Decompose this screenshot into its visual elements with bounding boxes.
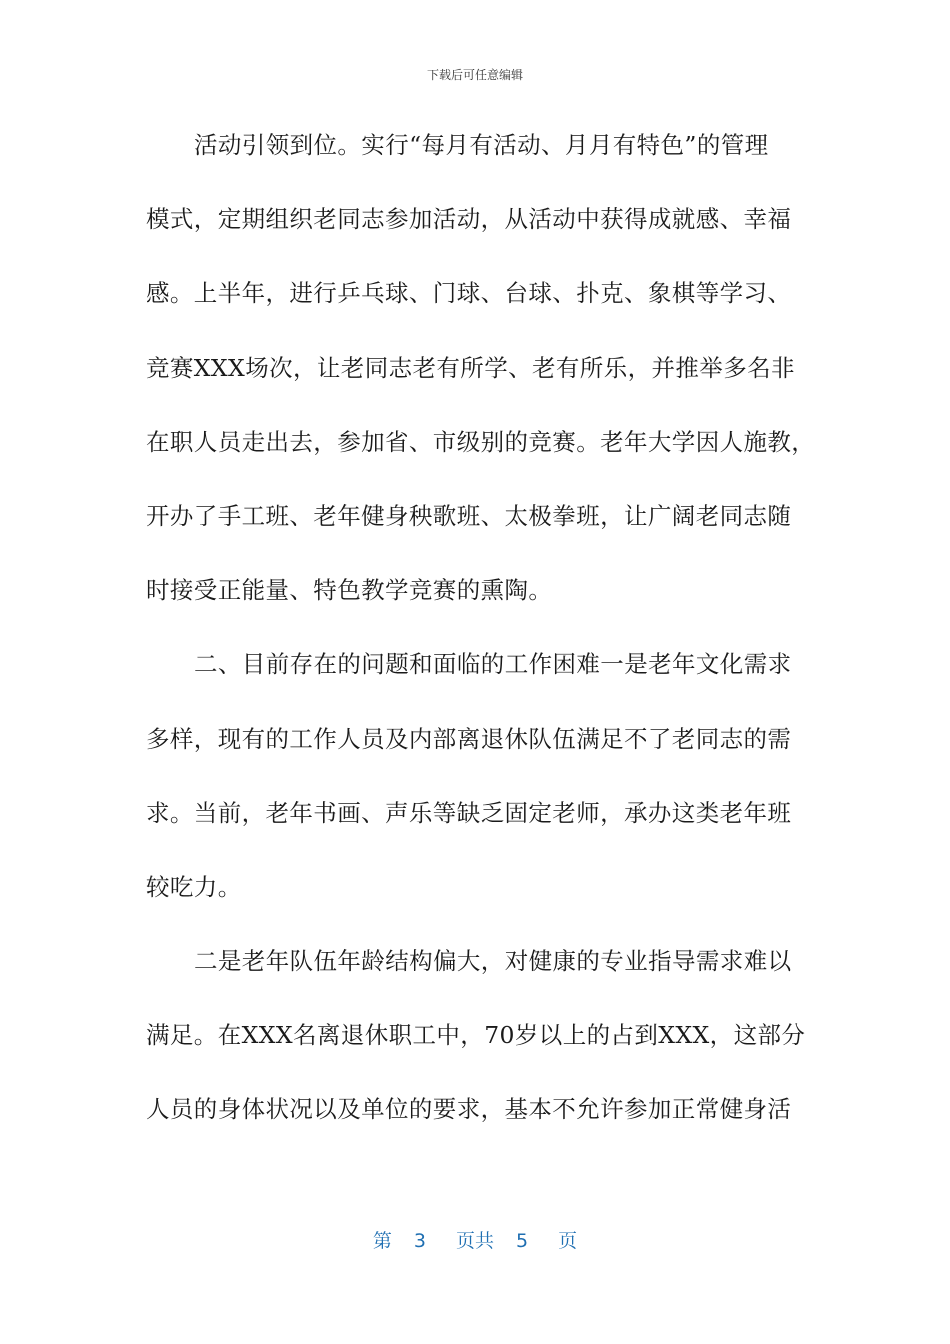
header-note: 下载后可任意编辑 (426, 68, 523, 82)
footer-suffix: 页 (558, 1230, 578, 1252)
paragraph-line: 在职人员走出去，参加省、市级别的竞赛。老年大学因人施教， (146, 427, 816, 456)
paragraph-line: 感。上半年，进行乒乓球、门球、台球、扑克、象棋等学习、 (146, 279, 792, 308)
paragraph-line: 时接受正能量、特色教学竞赛的熏陶。 (146, 576, 553, 605)
paragraph-line: 多样，现有的工作人员及内部离退休队伍满足不了老同志的需 (146, 724, 792, 753)
paragraph-line: 二、目前存在的问题和面临的工作困难一是老年文化需求 (194, 650, 792, 679)
paragraph-line: 较吃力。 (146, 872, 242, 901)
paragraph-line: 二是老年队伍年龄结构偏大，对健康的专业指导需求难以 (194, 947, 792, 976)
footer-total-pages: 5 (516, 1230, 529, 1252)
paragraph-line: 满足。在XXX名离退休职工中，70岁以上的占到XXX，这部分 (146, 1021, 806, 1050)
paragraph-line: 模式，定期组织老同志参加活动，从活动中获得成就感、幸福 (146, 205, 792, 234)
body-text (146, 125, 826, 1164)
paragraph-line: 求。当前，老年书画、声乐等缺乏固定老师，承办这类老年班 (146, 798, 792, 827)
paragraph-line: 活动引领到位。实行“每月有活动、月月有特色”的管理 (194, 131, 769, 159)
page-footer (0, 1226, 950, 1253)
footer-prefix: 第 (372, 1230, 392, 1252)
footer-current-page: 3 (413, 1230, 426, 1252)
paragraph-line: 开办了手工班、老年健身秧歌班、太极拳班，让广阔老同志随 (146, 501, 792, 530)
paragraph-line: 人员的身体状况以及单位的要求，基本不允许参加正常健身活 (146, 1095, 792, 1124)
footer-middle: 页共 (455, 1230, 494, 1252)
paragraph-line: 竞赛XXX场次，让老同志老有所学、老有所乐，并推举多名非 (146, 353, 795, 382)
